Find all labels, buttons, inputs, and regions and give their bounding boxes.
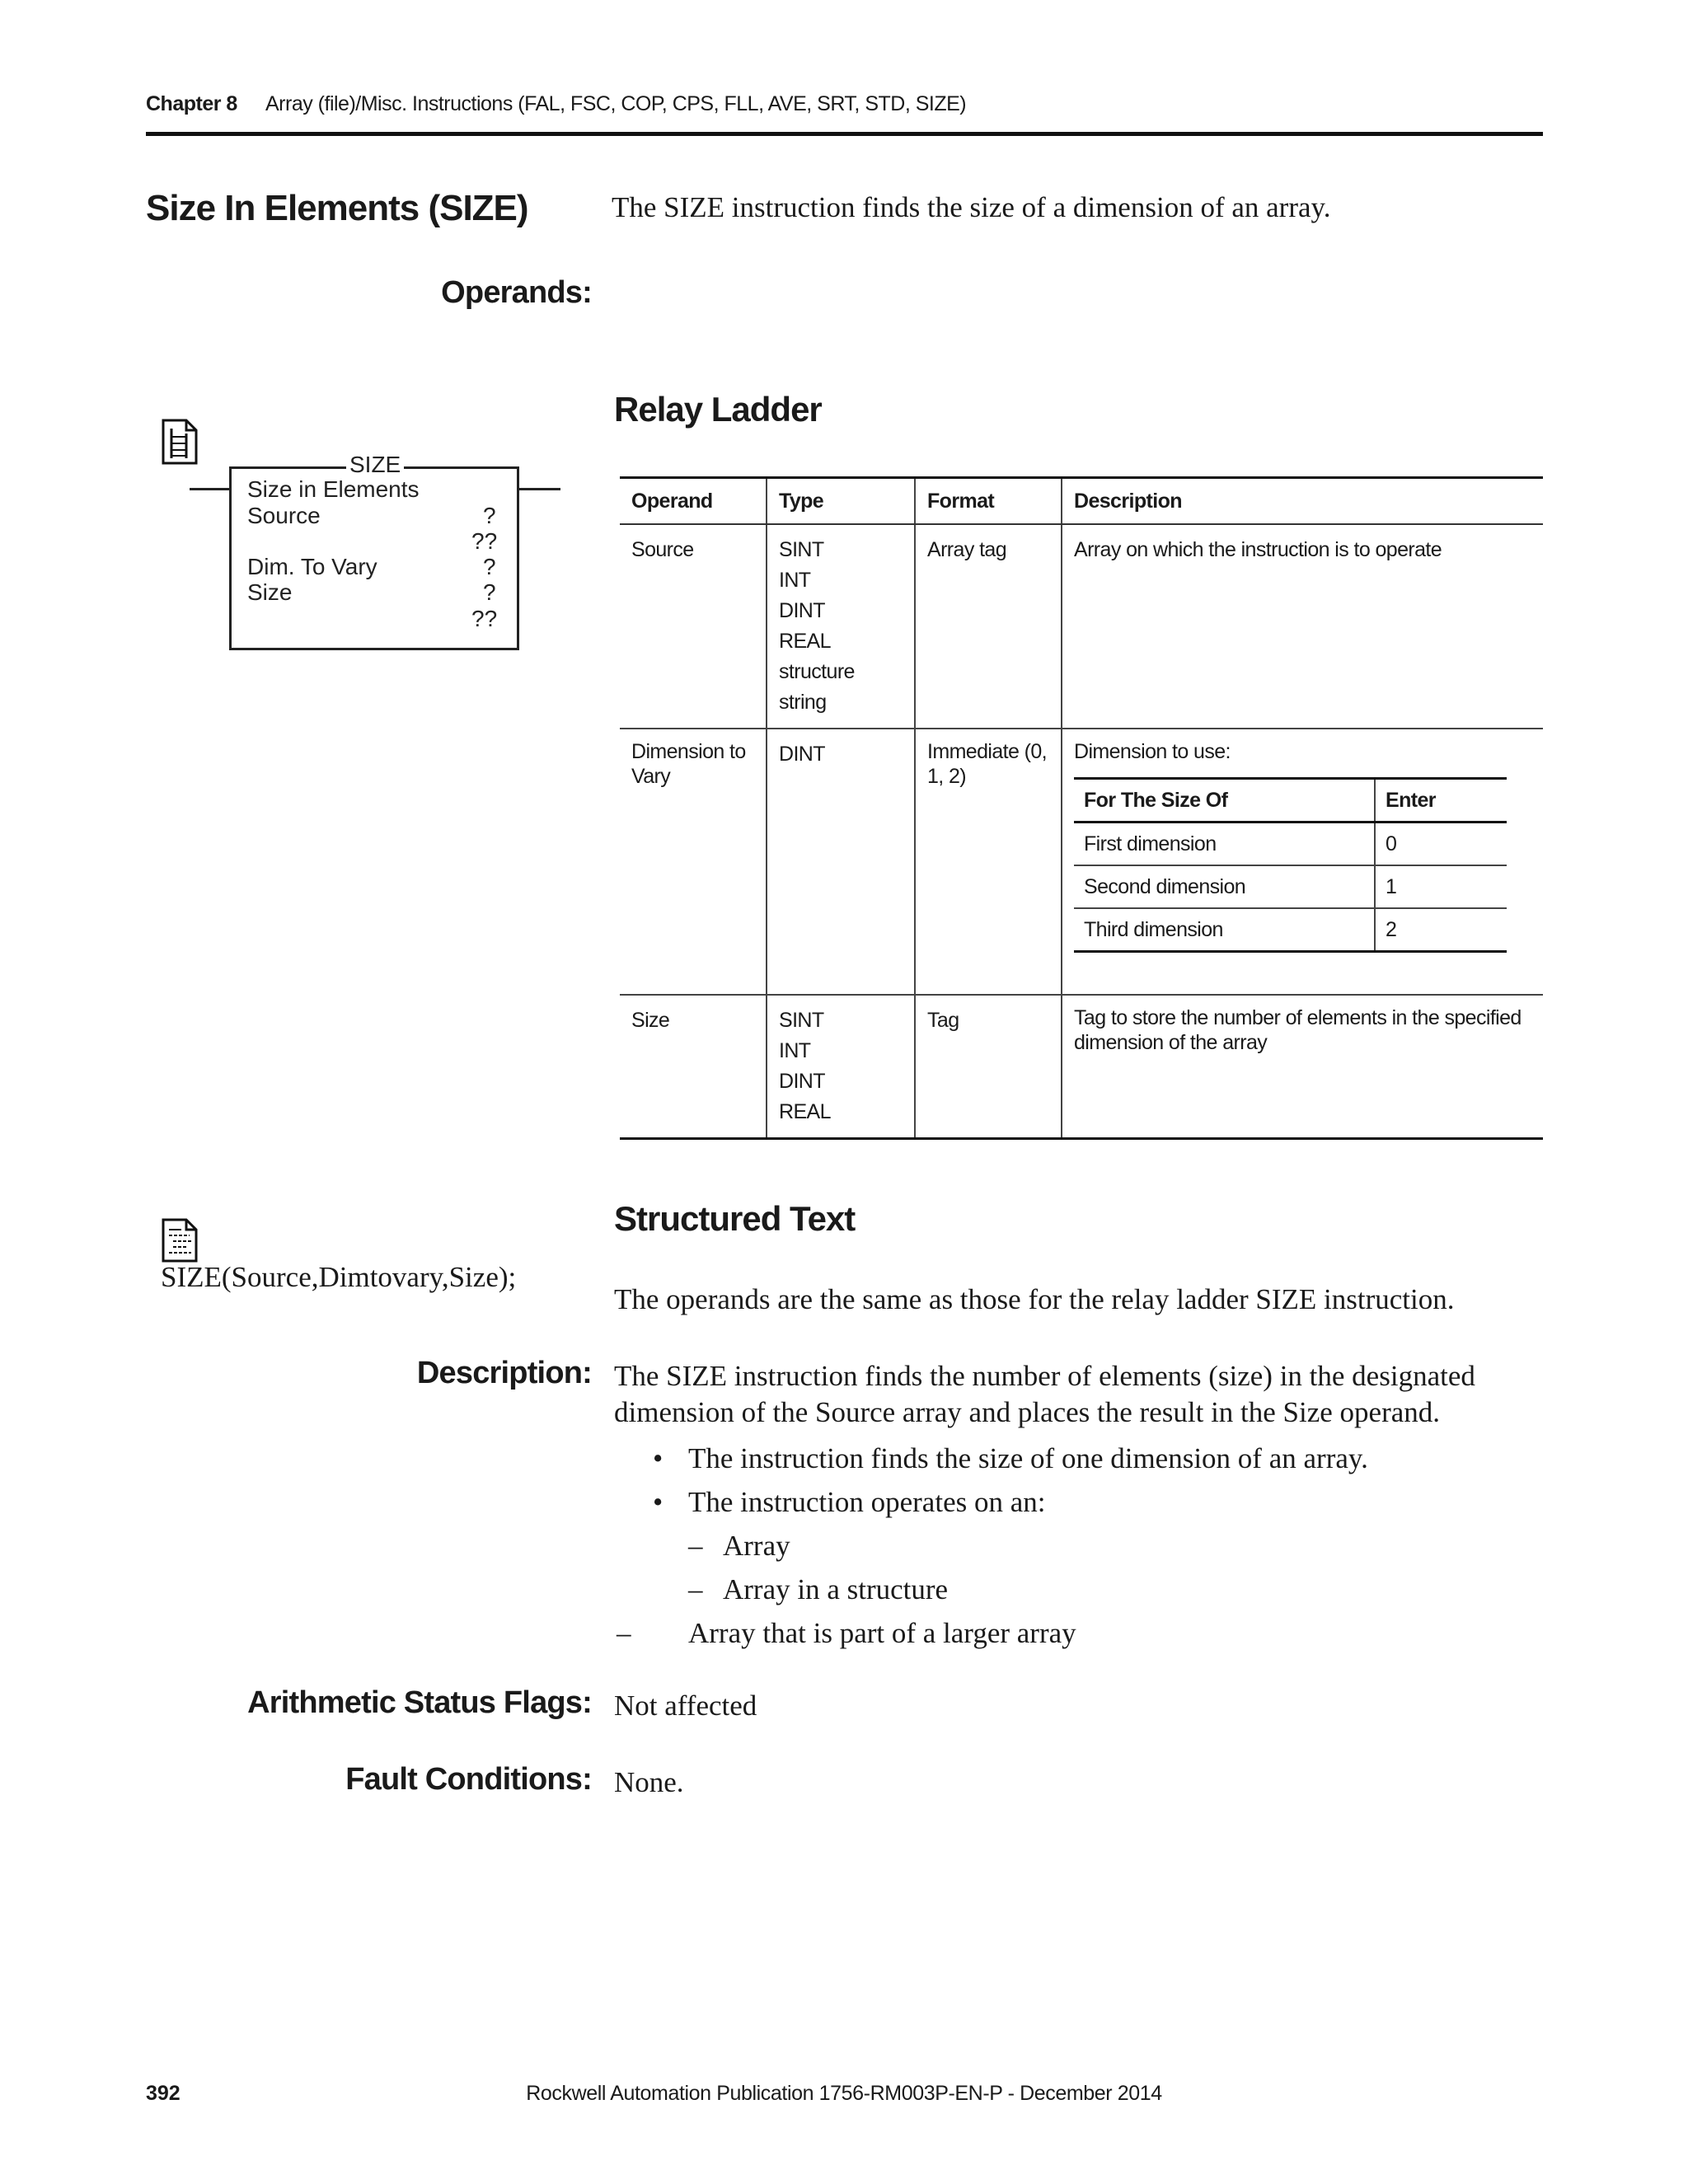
ladder-icon	[162, 419, 199, 465]
structured-text-heading: Structured Text	[614, 1199, 856, 1238]
chapter-label: Chapter 8	[146, 92, 237, 115]
relay-ladder-heading: Relay Ladder	[614, 390, 822, 429]
sub-item: Array that is part of a larger array	[688, 1617, 1076, 1649]
table-header-row	[620, 478, 1543, 525]
fault-value: None.	[614, 1766, 684, 1798]
chapter-title: Array (file)/Misc. Instructions (FAL, FSC, COP, CPS, FLL, AVE, SRT, STD, SIZE)	[265, 92, 967, 115]
bullet-dot: •	[653, 1486, 663, 1518]
header-operand: Operand	[620, 478, 767, 525]
dim-label: Second dimension	[1074, 865, 1375, 908]
structured-text-note: The operands are the same as those for the relay ladder SIZE instruction.	[614, 1283, 1455, 1315]
cell-operand: Dimension to Vary	[620, 729, 767, 995]
table-row	[620, 524, 1543, 729]
header-format: Format	[915, 478, 1062, 525]
cell-types: SINT INT DINT REAL	[767, 995, 915, 1139]
cell-types: SINT INT DINT REAL structure string	[767, 524, 915, 729]
cell-operand: Size	[620, 995, 767, 1139]
dim-value: 2	[1375, 908, 1507, 952]
sub-item: Array	[723, 1530, 790, 1562]
dim-label: First dimension	[1074, 823, 1375, 866]
dash-mark: –	[688, 1530, 703, 1562]
operands-label: Operands:	[441, 275, 592, 310]
description-label: Description:	[416, 1356, 592, 1390]
structured-text-icon	[162, 1218, 199, 1263]
bullet-item: The instruction finds the size of one dimension of an array.	[688, 1442, 1368, 1474]
block-size-value: ?	[483, 579, 496, 605]
description-text: The SIZE instruction finds the number of elements (size) in the designated dimension of the Source array and places the result in the Size operand.	[614, 1360, 1475, 1428]
dim-value: 1	[1375, 865, 1507, 908]
dim-header-enter: Enter	[1375, 779, 1507, 823]
block-source-value: ?	[483, 503, 496, 528]
cell-format: Array tag	[915, 524, 1062, 729]
cell-description	[1062, 729, 1543, 995]
block-size-label: Size	[247, 579, 293, 605]
header-description: Description	[1062, 478, 1543, 525]
cell-format: Tag	[915, 995, 1062, 1139]
block-source-value-2: ??	[471, 528, 498, 554]
block-dim-value: ?	[483, 554, 496, 579]
dim-row	[1074, 908, 1507, 952]
block-title: SIZE	[346, 452, 404, 478]
cell-types: DINT	[767, 729, 915, 995]
structured-text-syntax: SIZE(Source,Dimtovary,Size);	[161, 1261, 517, 1293]
operand-table	[620, 476, 1543, 1140]
dimension-table	[1074, 777, 1507, 953]
bullet-dot: •	[653, 1442, 663, 1474]
cell-description: Array on which the instruction is to operate	[1062, 524, 1543, 729]
block-dim-label: Dim. To Vary	[247, 554, 377, 579]
dim-header-size: For The Size Of	[1074, 779, 1375, 823]
block-size-value-2: ??	[471, 606, 498, 631]
table-row	[620, 995, 1543, 1139]
dash-mark: –	[688, 1573, 703, 1605]
block-source-label: Source	[247, 503, 321, 528]
page-number: 392	[146, 2082, 181, 2105]
section-title: Size In Elements (SIZE)	[146, 188, 528, 228]
bullet-item: The instruction operates on an:	[688, 1486, 1046, 1518]
arithmetic-label: Arithmetic Status Flags:	[247, 1685, 592, 1720]
dim-value: 0	[1375, 823, 1507, 866]
section-intro: The SIZE instruction finds the size of a dimension of an array.	[612, 191, 1331, 223]
table-row	[620, 729, 1543, 995]
footer-publication: Rockwell Automation Publication 1756-RM003P-EN-P - December 2014	[526, 2082, 1162, 2105]
ladder-rung-left	[190, 488, 231, 490]
dimension-intro: Dimension to use:	[1074, 740, 1231, 763]
arithmetic-value: Not affected	[614, 1690, 757, 1722]
ladder-rung-right	[518, 488, 560, 490]
header-type: Type	[767, 478, 915, 525]
dim-row	[1074, 823, 1507, 866]
block-name: Size in Elements	[247, 476, 420, 502]
cell-description: Tag to store the number of elements in the specified dimension of the array	[1062, 995, 1543, 1139]
header-rule	[146, 132, 1543, 136]
cell-operand: Source	[620, 524, 767, 729]
sub-item: Array in a structure	[723, 1573, 949, 1605]
dim-label: Third dimension	[1074, 908, 1375, 952]
fault-label: Fault Conditions:	[345, 1762, 592, 1797]
dim-row	[1074, 865, 1507, 908]
dash-mark: –	[617, 1617, 631, 1649]
cell-format: Immediate (0, 1, 2)	[915, 729, 1062, 995]
